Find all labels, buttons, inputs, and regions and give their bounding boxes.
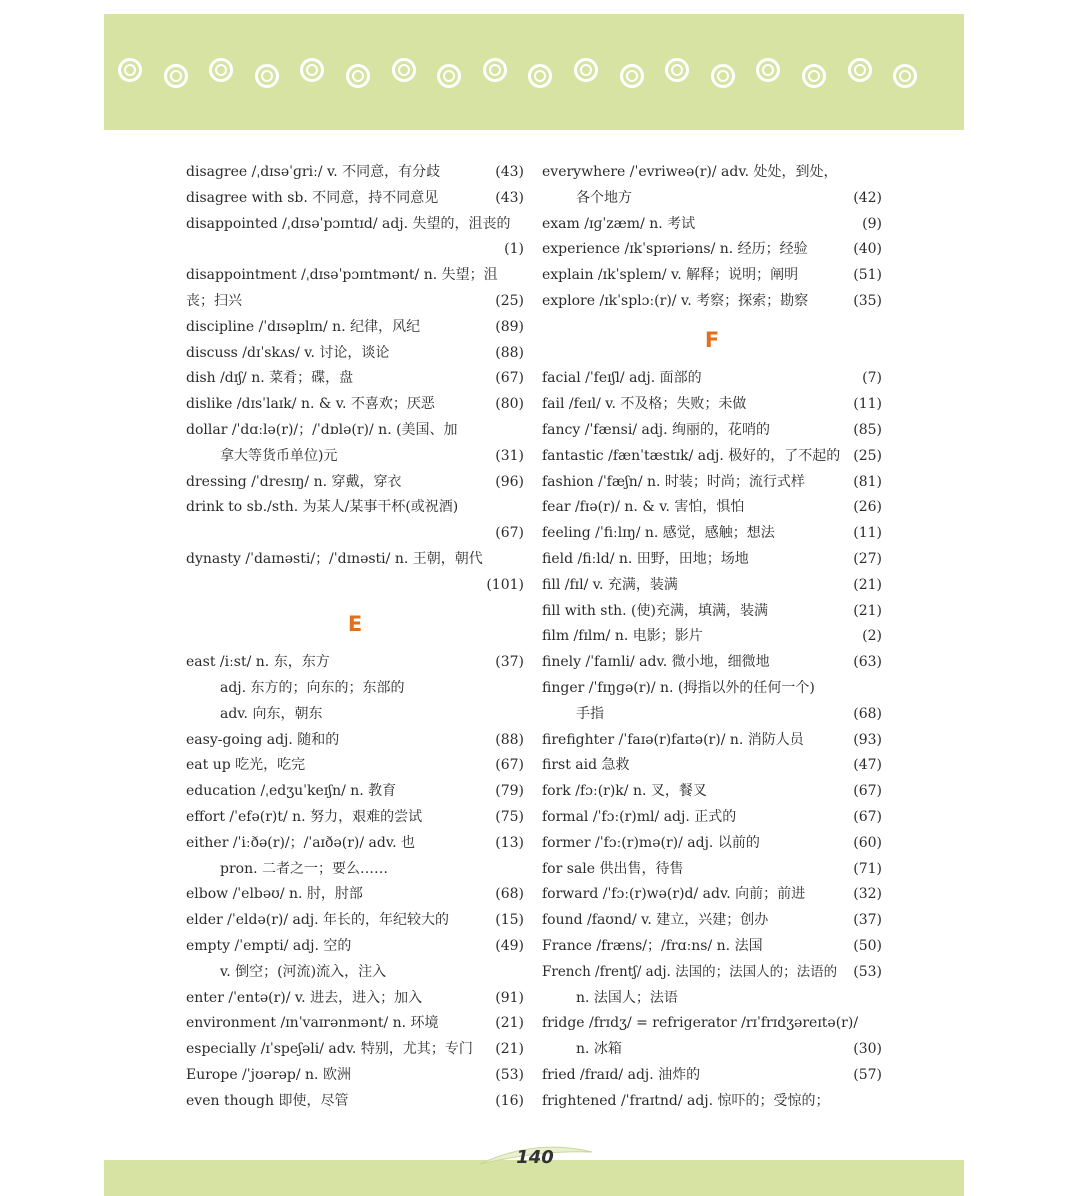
entry-text: firefighter /ˈfaɪə(r)faɪtə(r)/ n. 消防人员: [542, 731, 804, 748]
ring-ornament-icon: [483, 58, 507, 82]
glossary-entry: [542, 366, 882, 392]
glossary-entry: [542, 573, 882, 599]
glossary-entry: [542, 676, 882, 702]
entry-page-ref: (26): [853, 499, 882, 516]
entry-page-ref: (30): [853, 1041, 882, 1058]
entry-text: adv. 向东，朝东: [220, 705, 323, 722]
glossary-entry: [186, 857, 524, 883]
entry-text: French /frentʃ/ adj. 法国的；法国人的；法语的: [542, 963, 838, 980]
entry-page-ref: (16): [495, 1092, 524, 1109]
entry-text: field /fiːld/ n. 田野，田地；场地: [542, 550, 749, 567]
header-band: [104, 14, 964, 130]
entry-page-ref: (9): [862, 215, 882, 232]
entry-text: formal /ˈfɔː(r)ml/ adj. 正式的: [542, 808, 737, 825]
entry-page-ref: (7): [862, 370, 882, 387]
entry-page-ref: (35): [853, 292, 882, 309]
ring-ornament-icon: [802, 64, 826, 88]
glossary-entry: [186, 392, 524, 418]
entry-page-ref: (49): [495, 937, 524, 954]
ring-ornament-icon: [756, 58, 780, 82]
entry-text: fridge /frɪdʒ/ = refrigerator /rɪˈfrɪdʒəreɪtə(r)/: [542, 1015, 859, 1032]
glossary-entry: [186, 676, 524, 702]
entry-text: explore /ɪkˈsplɔː(r)/ v. 考察；探索；勘察: [542, 292, 809, 309]
glossary-entry: [186, 650, 524, 676]
entry-text: experience /ɪkˈspɪəriəns/ n. 经历；经验: [542, 241, 808, 258]
entry-page-ref: (43): [495, 189, 524, 206]
entry-page-ref: (67): [853, 808, 882, 825]
entry-text: fancy /ˈfænsi/ adj. 绚丽的，花哨的: [542, 421, 771, 438]
glossary-entry: [186, 753, 524, 779]
section-letter-row: [542, 315, 882, 367]
glossary-entry: [542, 495, 882, 521]
ring-ornament-icon: [209, 58, 233, 82]
entry-page-ref: (25): [853, 447, 882, 464]
glossary-entry: [186, 495, 524, 521]
ring-ornament-icon: [392, 58, 416, 82]
entry-page-ref: (47): [853, 757, 882, 774]
section-letter: E: [347, 611, 363, 636]
glossary-entry: [542, 160, 882, 186]
entry-page-ref: (32): [853, 886, 882, 903]
entry-text: empty /ˈempti/ adj. 空的: [186, 937, 352, 954]
glossary-entry: [542, 212, 882, 238]
glossary-entry: [542, 702, 882, 728]
entry-page-ref: (85): [853, 421, 882, 438]
entry-text: France /fræns/；/frɑːns/ n. 法国: [542, 937, 763, 954]
glossary-entry: [186, 1089, 524, 1115]
ring-ornament-icon: [118, 58, 142, 82]
entry-text: frightened /ˈfraɪtnd/ adj. 惊吓的；受惊的；: [542, 1092, 830, 1109]
entry-text: discipline /ˈdɪsəplɪn/ n. 纪律，风纪: [186, 318, 421, 335]
entry-page-ref: (25): [495, 292, 524, 309]
entry-page-ref: (11): [853, 525, 882, 542]
glossary-entry: [186, 728, 524, 754]
entry-page-ref: (79): [495, 783, 524, 800]
glossary-entry: [542, 831, 882, 857]
entry-page-ref: (27): [853, 550, 882, 567]
glossary-entry: [542, 857, 882, 883]
entry-page-ref: (50): [853, 937, 882, 954]
glossary-entry: [542, 418, 882, 444]
glossary-entry: [186, 212, 524, 238]
glossary-entry: [186, 882, 524, 908]
glossary-entry: [186, 1011, 524, 1037]
glossary-entry: [186, 237, 524, 263]
entry-page-ref: (63): [853, 654, 882, 671]
entry-text: former /ˈfɔː(r)mə(r)/ adj. 以前的: [542, 834, 760, 851]
entry-page-ref: (43): [495, 164, 524, 180]
entry-text: found /faʊnd/ v. 建立，兴建；创办: [542, 912, 769, 929]
entry-page-ref: (15): [495, 912, 524, 929]
entry-text: fashion /ˈfæʃn/ n. 时装；时尚；流行式样: [542, 473, 805, 490]
entry-page-ref: (21): [853, 602, 882, 619]
entry-text: adj. 东方的；向东的；东部的: [220, 679, 405, 696]
entry-text: Europe /ˈjʊərəp/ n. 欧洲: [186, 1066, 351, 1083]
entry-page-ref: (13): [495, 834, 524, 851]
entry-page-ref: (67): [495, 370, 524, 387]
entry-text: 拿大等货币单位)元: [220, 447, 338, 464]
glossary-entry: [542, 986, 882, 1012]
glossary-entry: [186, 779, 524, 805]
glossary-entry: [186, 831, 524, 857]
entry-text: dressing /ˈdresɪŋ/ n. 穿戴，穿衣: [186, 473, 402, 490]
entry-text: facial /ˈfeɪʃl/ adj. 面部的: [542, 370, 702, 387]
glossary-entry: [542, 934, 882, 960]
entry-page-ref: (80): [495, 396, 524, 413]
ring-ornament-icon: [711, 64, 735, 88]
glossary-entry: [186, 805, 524, 831]
entry-page-ref: (101): [486, 576, 524, 593]
entry-text: 丧；扫兴: [186, 292, 242, 309]
entry-text: feeling /ˈfiːlɪŋ/ n. 感觉，感触；想法: [542, 525, 775, 542]
entry-text: for sale 供出售，待售: [542, 860, 684, 877]
entry-text: 各个地方: [576, 189, 632, 206]
entry-page-ref: (89): [495, 318, 524, 335]
entry-page-ref: (53): [495, 1066, 524, 1083]
glossary-entry: [186, 470, 524, 496]
entry-text: disagree /ˌdɪsəˈɡriː/ v. 不同意，有分歧: [186, 164, 441, 180]
entry-text: first aid 急救: [542, 757, 630, 774]
ring-ornament-icon: [300, 58, 324, 82]
entry-page-ref: (88): [495, 731, 524, 748]
entry-text: fork /fɔː(r)k/ n. 叉，餐叉: [542, 783, 707, 800]
entry-text: east /iːst/ n. 东，东方: [186, 654, 330, 671]
entry-text: fail /feɪl/ v. 不及格；失败；未做: [542, 396, 747, 413]
entry-page-ref: (81): [853, 473, 882, 490]
entry-page-ref: (71): [853, 860, 882, 877]
entry-text: elbow /ˈelbəʊ/ n. 肘，肘部: [186, 886, 363, 903]
ring-ornament-icon: [665, 58, 689, 82]
glossary-entry: [186, 702, 524, 728]
entry-page-ref: (68): [495, 886, 524, 903]
entry-text: elder /ˈeldə(r)/ adj. 年长的，年纪较大的: [186, 912, 450, 929]
entry-text: fill with sth. (使)充满，填满，装满: [542, 602, 768, 619]
glossary-entry: [542, 728, 882, 754]
glossary-entry: [186, 418, 524, 444]
ring-ornament-icon: [528, 64, 552, 88]
section-letter-row: [186, 599, 524, 651]
glossary-entry: [186, 521, 524, 547]
entry-text: pron. 二者之一；要么……: [220, 860, 388, 877]
glossary-entry: [542, 186, 882, 212]
entry-text: dish /dɪʃ/ n. 菜肴；碟，盘: [186, 370, 354, 387]
entry-text: n. 冰箱: [576, 1041, 622, 1058]
page-number: 140: [516, 1147, 554, 1168]
entry-page-ref: (60): [853, 834, 882, 851]
glossary-entry: [186, 341, 524, 367]
glossary-entry: [186, 1063, 524, 1089]
glossary-entry: [542, 547, 882, 573]
glossary-entry: [542, 805, 882, 831]
entry-page-ref: (21): [853, 576, 882, 593]
entry-text: dislike /dɪsˈlaɪk/ n. & v. 不喜欢；厌恶: [186, 396, 435, 413]
entry-text: n. 法国人；法语: [576, 989, 678, 1006]
entry-text: forward /ˈfɔː(r)wə(r)d/ adv. 向前；前进: [542, 886, 806, 903]
glossary-entry: [542, 470, 882, 496]
entry-text: explain /ɪkˈspleɪn/ v. 解释；说明；阐明: [542, 267, 799, 284]
entry-page-ref: (88): [495, 344, 524, 361]
glossary-entry: [542, 753, 882, 779]
entry-text: v. 倒空；(河流)流入，注入: [220, 963, 387, 980]
entry-page-ref: (67): [495, 525, 524, 542]
glossary-entry: [186, 547, 524, 573]
glossary-entry: [186, 289, 524, 315]
glossary-entry: [186, 160, 524, 186]
ring-ornament-icon: [164, 64, 188, 88]
entry-text: disappointment /ˌdɪsəˈpɔɪntmənt/ n. 失望；沮: [186, 267, 498, 284]
entry-text: environment /ɪnˈvaɪrənmənt/ n. 环境: [186, 1015, 439, 1032]
glossary-entry: [542, 650, 882, 676]
entry-text: dynasty /ˈdaɪnəsti/；/ˈdɪnəsti/ n. 王朝，朝代: [186, 550, 483, 567]
glossary-entry: [542, 1089, 882, 1115]
entry-text: eat up 吃光，吃完: [186, 757, 306, 774]
ring-ornament-icon: [346, 64, 370, 88]
entry-page-ref: (67): [495, 757, 524, 774]
entry-page-ref: (37): [495, 654, 524, 671]
entry-page-ref: (57): [853, 1066, 882, 1083]
glossary-entry: [542, 521, 882, 547]
entry-page-ref: (37): [853, 912, 882, 929]
glossary-entry: [542, 882, 882, 908]
entry-text: easy-going adj. 随和的: [186, 731, 340, 748]
entry-page-ref: (91): [495, 989, 524, 1006]
glossary-entry: [186, 263, 524, 289]
entry-page-ref: (75): [495, 808, 524, 825]
entry-page-ref: (31): [495, 447, 524, 464]
glossary-entry: [542, 960, 882, 986]
ring-ornament-icon: [255, 64, 279, 88]
entry-text: fried /fraɪd/ adj. 油炸的: [542, 1066, 701, 1083]
glossary-entry: [186, 960, 524, 986]
glossary-entry: [186, 315, 524, 341]
glossary-entry: [542, 908, 882, 934]
glossary-entry: [186, 934, 524, 960]
entry-text: especially /ɪˈspeʃəli/ adv. 特别，尤其；专门: [186, 1041, 473, 1058]
entry-text: finger /ˈfɪŋɡə(r)/ n. (拇指以外的任何一个): [542, 679, 815, 696]
glossary-entry: [542, 624, 882, 650]
ring-ornament-icon: [848, 58, 872, 82]
entry-page-ref: (93): [853, 731, 882, 748]
entry-text: film /fɪlm/ n. 电影；影片: [542, 628, 703, 645]
entry-text: disappointed /ˌdɪsəˈpɔɪntɪd/ adj. 失望的，沮丧的: [186, 215, 511, 232]
glossary-entry: [542, 289, 882, 315]
entry-text: exam /ɪɡˈzæm/ n. 考试: [542, 215, 696, 232]
entry-page-ref: (2): [862, 628, 882, 645]
entry-text: drink to sb./sth. 为某人/某事干杯(或祝酒): [186, 499, 459, 516]
glossary-entry: [542, 779, 882, 805]
entry-text: fill /fɪl/ v. 充满，装满: [542, 576, 678, 593]
ring-ornament-icon: [893, 64, 917, 88]
entry-page-ref: (40): [853, 241, 882, 258]
entry-text: either /ˈiːðə(r)/；/ˈaɪðə(r)/ adv. 也: [186, 834, 415, 851]
glossary-entry: [542, 599, 882, 625]
glossary-entry: [542, 1037, 882, 1063]
entry-text: everywhere /ˈevriweə(r)/ adv. 处处，到处，: [542, 164, 838, 180]
glossary-entry: [542, 237, 882, 263]
entry-page-ref: (21): [495, 1015, 524, 1032]
entry-page-ref: (42): [853, 189, 882, 206]
entry-text: discuss /dɪˈskʌs/ v. 讨论，谈论: [186, 344, 390, 361]
entry-text: disagree with sb. 不同意，持不同意见: [186, 189, 439, 206]
entry-text: finely /ˈfaɪnli/ adv. 微小地，细微地: [542, 654, 770, 671]
entry-text: even though 即使，尽管: [186, 1092, 349, 1109]
glossary-entry: [186, 444, 524, 470]
entry-page-ref: (21): [495, 1041, 524, 1058]
ring-ornament-icon: [620, 64, 644, 88]
entry-text: effort /ˈefə(r)t/ n. 努力，艰难的尝试: [186, 808, 423, 825]
glossary-entry: [186, 986, 524, 1012]
glossary-entry: [542, 1011, 882, 1037]
glossary-entry: [186, 573, 524, 599]
ring-ornament-icon: [574, 58, 598, 82]
entry-text: 手指: [576, 705, 604, 722]
right-column: [542, 160, 882, 1114]
entry-page-ref: (53): [853, 963, 882, 980]
entry-text: dollar /ˈdɑːlə(r)/；/ˈdɒlə(r)/ n. (美国、加: [186, 421, 458, 438]
entry-page-ref: (1): [504, 241, 524, 258]
glossary-entry: [186, 186, 524, 212]
entry-page-ref: (11): [853, 396, 882, 413]
glossary-entry: [186, 1037, 524, 1063]
ring-ornament-icon: [437, 64, 461, 88]
section-letter: F: [704, 327, 720, 352]
entry-page-ref: (96): [495, 473, 524, 490]
entry-page-ref: (68): [853, 705, 882, 722]
glossary-entry: [542, 1063, 882, 1089]
entry-text: education /ˌedʒuˈkeɪʃn/ n. 教育: [186, 783, 397, 800]
entry-page-ref: (51): [853, 267, 882, 284]
entry-text: enter /ˈentə(r)/ v. 进去，进入；加入: [186, 989, 423, 1006]
glossary-entry: [186, 908, 524, 934]
entry-page-ref: (67): [853, 783, 882, 800]
entry-text: fantastic /fænˈtæstɪk/ adj. 极好的，了不起的: [542, 447, 841, 464]
entry-text: fear /fɪə(r)/ n. & v. 害怕，惧怕: [542, 499, 745, 516]
glossary-entry: [542, 444, 882, 470]
glossary-entry: [186, 366, 524, 392]
glossary-entry: [542, 263, 882, 289]
left-column: [186, 160, 524, 1114]
glossary-entry: [542, 392, 882, 418]
